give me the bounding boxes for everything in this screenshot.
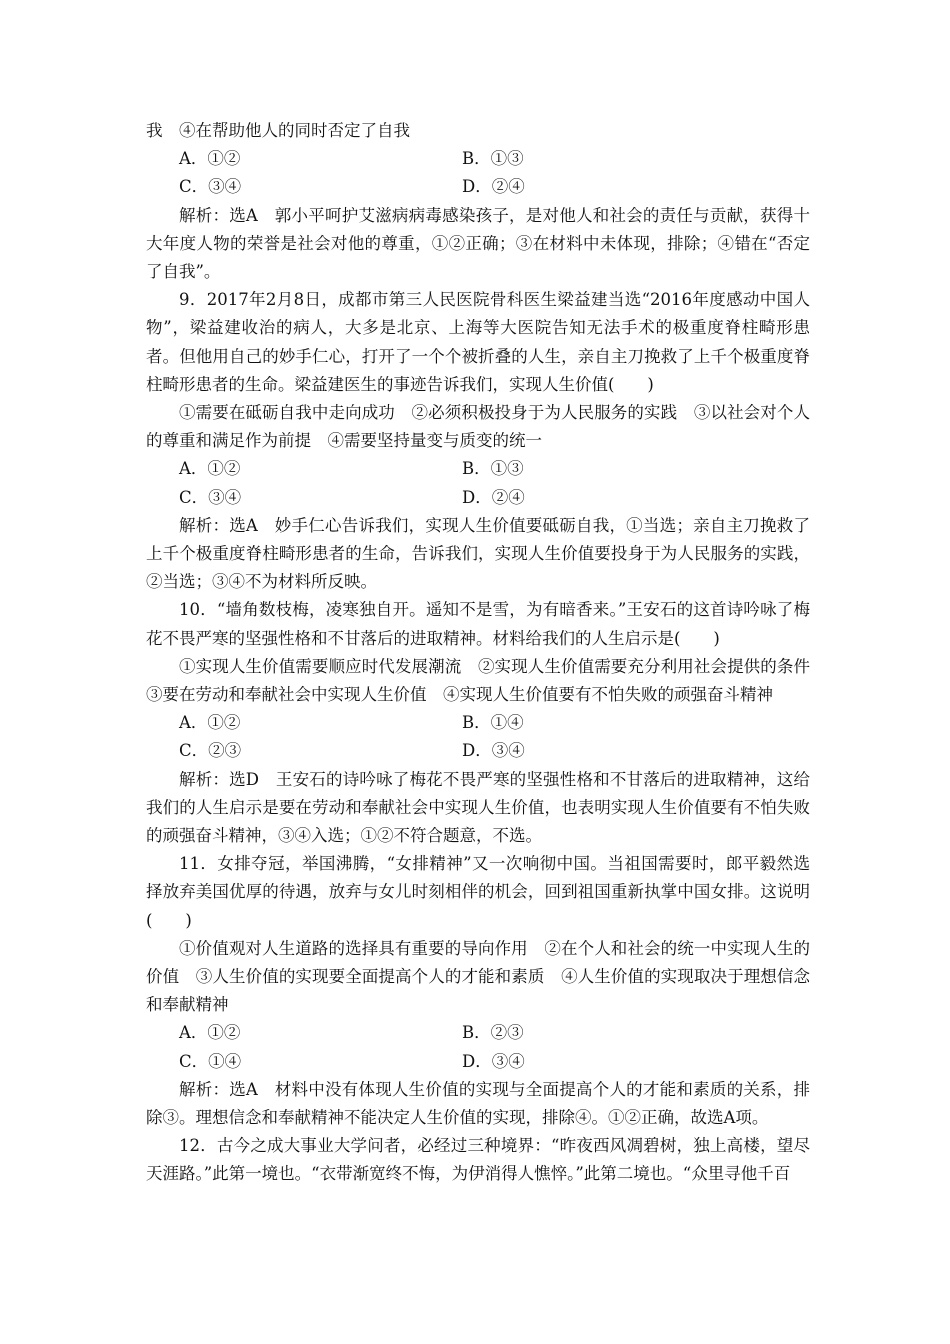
- q10-option-d: D．③④: [462, 741, 525, 761]
- q8-continuation: 我 ④在帮助他人的同时否定了自我: [146, 121, 410, 140]
- q11-option-c: C．①④: [179, 1051, 242, 1071]
- q8-options-row-2: [146, 173, 810, 201]
- q9-stem: 9．2017年2月8日，成都市第三人民医院骨科医生梁益建当选“2016年度感动中国人物”，梁益建收治的病人，大多是北京、上海等大医院告知无法手术的极重度脊柱畸形患者。但他用自己的妙手仁心，打开了一个个被折叠的人生，亲自主刀挽救了上千个极重度脊柱畸形患者的生命。梁益建医生的事迹告诉我们，实现人生价值( ): [146, 290, 810, 394]
- document-page: [146, 117, 827, 1189]
- q9-analysis: 解析：选A 妙手仁心告诉我们，实现人生价值要砥砺自我，①当选；亲自主刀挽救了上千个极重度脊柱畸形患者的生命，告诉我们，实现人生价值要投身于为人民服务的实践，②当选；③④不为材料所反映。: [146, 515, 810, 592]
- q9-option-d: D．②④: [462, 487, 525, 507]
- q10-stem: 10．“墙角数枝梅，凌寒独自开。遥知不是雪，为有暗香来。”王安石的这首诗吟咏了梅花不畏严寒的坚强性格和不甘落后的进取精神。材料给我们的人生启示是( ): [146, 600, 810, 648]
- q8-options-row-1: [146, 145, 810, 173]
- q9-statements: ①需要在砥砺自我中走向成功 ②必须积极投身于为人民服务的实践 ③以社会对个人的尊重和满足作为前提 ④需要坚持量变与质变的统一: [146, 403, 810, 451]
- q11-analysis: 解析：选A 材料中没有体现人生价值的实现与全面提高个人的才能和素质的关系，排除③。理想信念和奉献精神不能决定人生价值的实现，排除④。①②正确，故选A项。: [146, 1079, 810, 1127]
- q8-option-b: B．①③: [462, 149, 524, 169]
- q11-stem: 11．女排夺冠，举国沸腾，“女排精神”又一次响彻中国。当祖国需要时，郎平毅然选择放弃美国优厚的待遇，放弃与女儿时刻相伴的机会，回到祖国重新执掌中国女排。这说明( ): [146, 854, 810, 930]
- q11-options-row-2: [146, 1048, 810, 1076]
- q10-option-a: A．①②: [179, 713, 241, 733]
- q9-option-a: A．①②: [179, 459, 241, 479]
- q10-statements: ①实现人生价值需要顺应时代发展潮流 ②实现人生价值需要充分利用社会提供的条件 ③要在劳动和奉献社会中实现人生价值 ④实现人生价值要有不怕失败的顽强奋斗精神: [146, 656, 827, 704]
- q10-analysis: 解析：选D 王安石的诗吟咏了梅花不畏严寒的坚强性格和不甘落后的进取精神，这给我们的人生启示是要在劳动和奉献社会中实现人生价值，也表明实现人生价值要有不怕失败的顽强奋斗精神，③④入选；①②不符合题意，不选。: [146, 769, 810, 845]
- q8-option-a: A．①②: [179, 149, 241, 169]
- q11-options-row-1: [146, 1019, 810, 1047]
- q8-option-c: C．③④: [179, 177, 242, 197]
- q10-options-row-2: [146, 737, 810, 765]
- q10-options-row-1: [146, 709, 810, 737]
- q8-option-d: D．②④: [462, 177, 525, 197]
- q12-stem: 12．古今之成大事业大学问者，必经过三种境界：“昨夜西风凋碧树，独上高楼，望尽天涯路。”此第一境也。“衣带渐宽终不悔，为伊消得人憔悴。”此第二境也。“众里寻他千百: [146, 1136, 810, 1184]
- q11-statements: ①价值观对人生道路的选择具有重要的导向作用 ②在个人和社会的统一中实现人生的价值 ③人生价值的实现要全面提高个人的才能和素质 ④人生价值的实现取决于理想信念和奉献精神: [146, 938, 810, 1015]
- q9-options-row-1: [146, 455, 810, 483]
- q10-option-b: B．①④: [462, 713, 524, 733]
- q9-options-row-2: [146, 484, 810, 512]
- q9-option-b: B．①③: [462, 459, 524, 479]
- q11-option-b: B．②③: [462, 1023, 524, 1043]
- q9-option-c: C．③④: [179, 487, 242, 507]
- q8-analysis: 解析：选A 郭小平呵护艾滋病病毒感染孩子，是对他人和社会的责任与贡献，获得十大年度人物的荣誉是社会对他的尊重，①②正确；③在材料中未体现，排除；④错在“否定了自我”。: [146, 205, 810, 281]
- q11-option-d: D．③④: [462, 1051, 525, 1071]
- q11-option-a: A．①②: [179, 1023, 241, 1043]
- q10-option-c: C．②③: [179, 741, 242, 761]
